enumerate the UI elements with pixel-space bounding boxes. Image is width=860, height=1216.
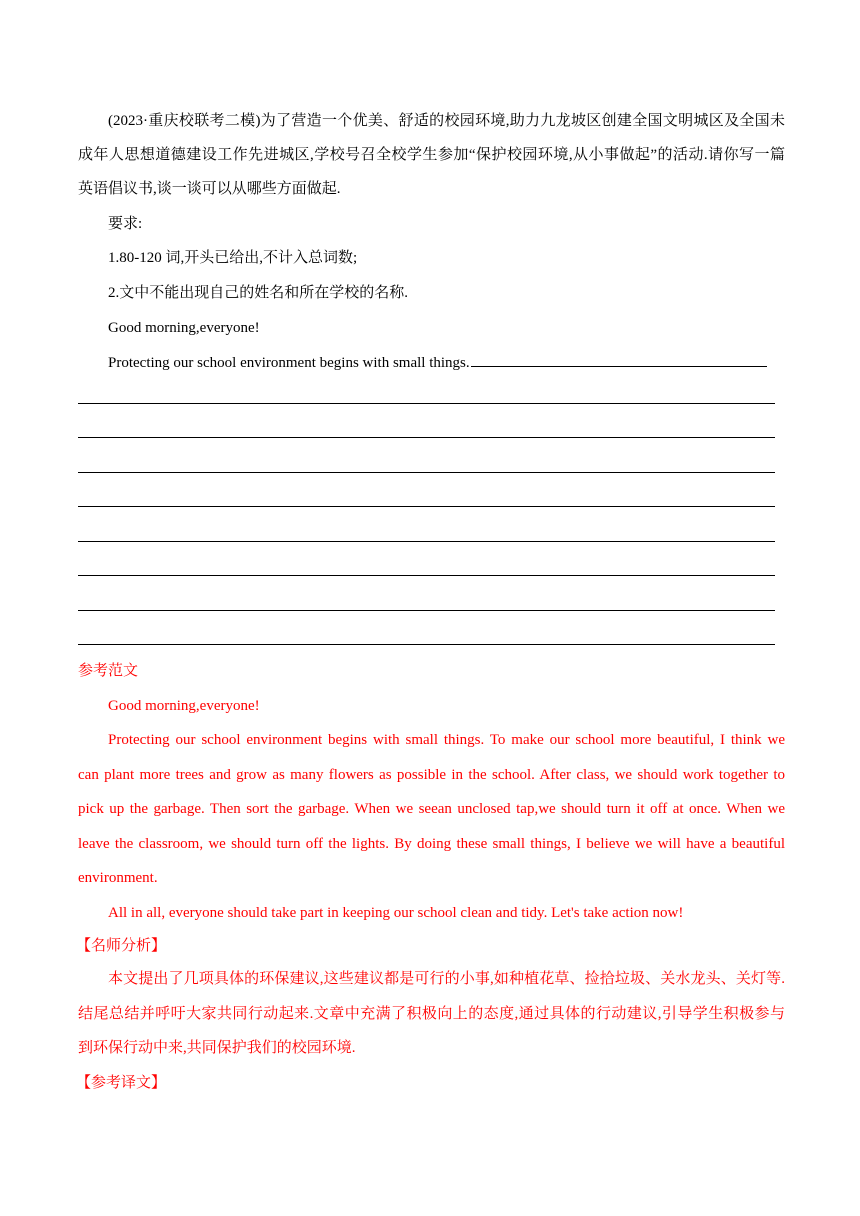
sample-body-line-4: leave the classroom, we should turn off the lights. By doing these small things, I believe we will have a beautiful: [78, 836, 785, 852]
answer-line: [78, 575, 775, 576]
sample-closing: All in all, everyone should take part in keeping our school clean and tidy. Let's take action now!: [108, 905, 684, 921]
analysis-heading: 【名师分析】: [76, 938, 167, 954]
prompt-intro-line-2: 成年人思想道德建设工作先进城区,学校号召全校学生参加“保护校园环境,从小事做起”的活动.请你写一篇: [78, 147, 785, 163]
answer-line: [78, 472, 775, 473]
translation-heading: 【参考译文】: [76, 1075, 167, 1091]
answer-line: [78, 437, 775, 438]
answer-line: [78, 506, 775, 507]
prompt-greeting: Good morning,everyone!: [108, 320, 260, 336]
answer-line: [78, 403, 775, 404]
requirement-2: 2.文中不能出现自己的姓名和所在学校的名称.: [108, 285, 409, 301]
sample-body-line-3: pick up the garbage. Then sort the garbage. When we seean unclosed tap,we should turn it off at once. When we: [78, 801, 785, 817]
analysis-line-2: 结尾总结并呼吁大家共同行动起来.文章中充满了积极向上的态度,通过具体的行动建议,引导学生积极参与: [78, 1006, 785, 1022]
sample-body-line-2: can plant more trees and grow as many flowers as possible in the school. After class, we should work together to: [78, 767, 785, 783]
answer-line: [78, 610, 775, 611]
sample-body-line-1: Protecting our school environment begins with small things. To make our school more beautiful, I think we: [108, 732, 785, 748]
requirements-label: 要求:: [108, 216, 143, 232]
sample-label: 参考范文: [78, 663, 139, 679]
answer-blank-first: [471, 352, 767, 367]
prompt-starter-line: [108, 352, 767, 373]
prompt-intro-line-3: 英语倡议书,谈一谈可以从哪些方面做起.: [78, 181, 341, 197]
analysis-line-3: 到环保行动中来,共同保护我们的校园环境.: [78, 1040, 356, 1056]
sample-greeting: Good morning,everyone!: [108, 698, 260, 714]
requirement-1: 1.80-120 词,开头已给出,不计入总词数;: [108, 250, 358, 266]
sample-body-line-5: environment.: [78, 870, 158, 886]
answer-line: [78, 644, 775, 645]
prompt-intro-line-1: (2023·重庆校联考二模)为了营造一个优美、舒适的校园环境,助力九龙坡区创建全国文明城区及全国未: [108, 113, 785, 129]
analysis-line-1: 本文提出了几项具体的环保建议,这些建议都是可行的小事,如种植花草、捡拾垃圾、关水龙头、关灯等.: [108, 971, 785, 987]
answer-line: [78, 541, 775, 542]
prompt-starter: Protecting our school environment begins with small things.: [108, 355, 470, 371]
